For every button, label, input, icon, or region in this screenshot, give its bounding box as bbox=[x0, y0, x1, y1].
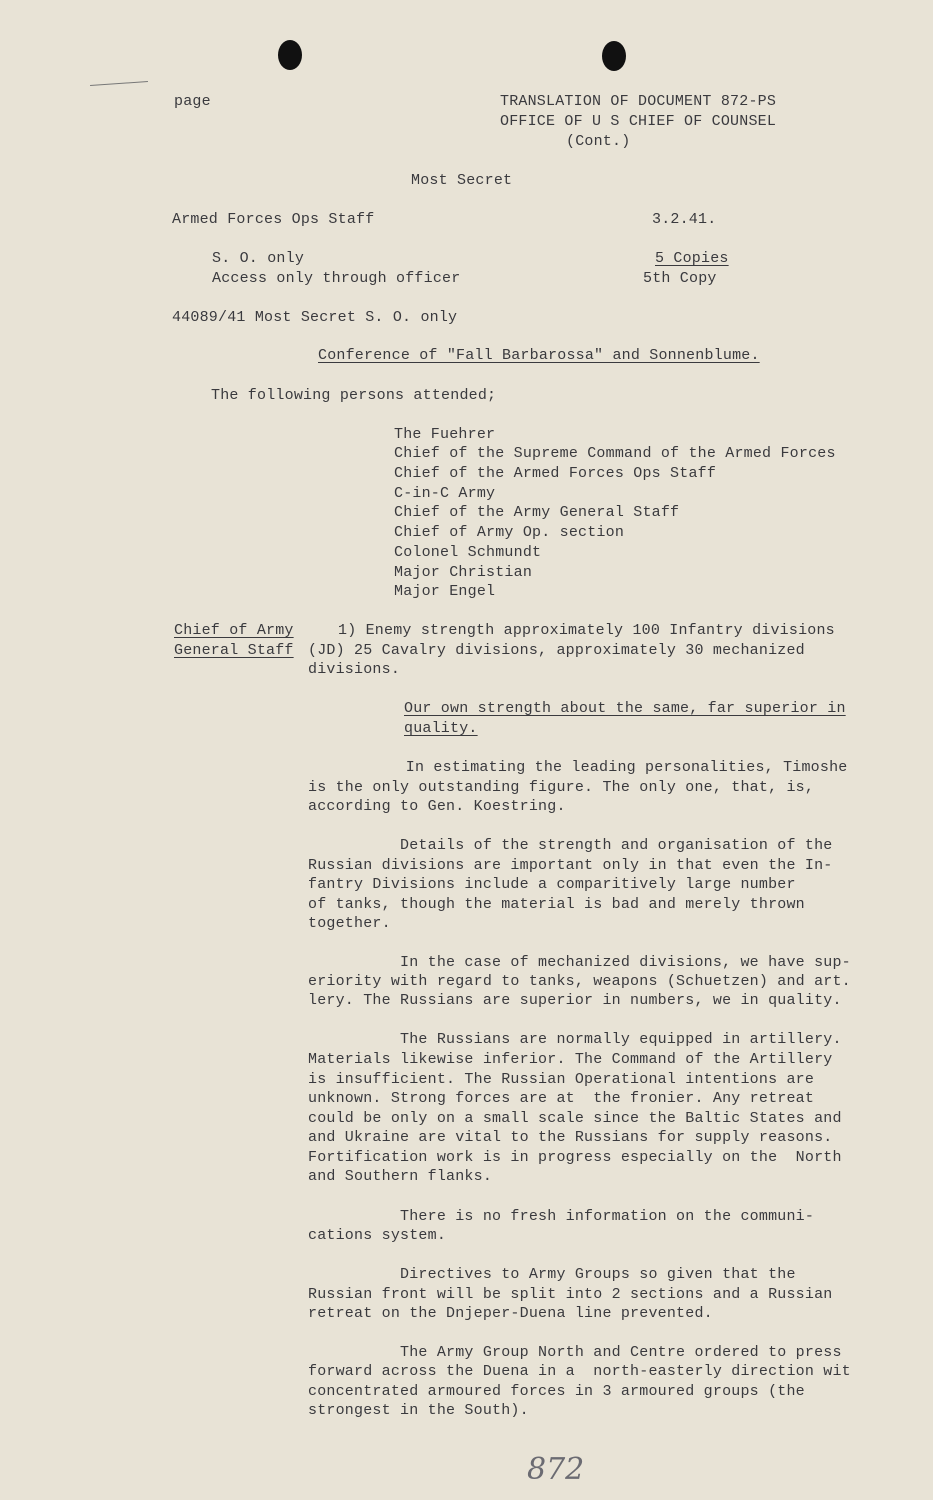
paragraph-line: In the case of mechanized divisions, we have sup- bbox=[308, 954, 851, 971]
attendee: C-in-C Army bbox=[394, 485, 496, 502]
paragraph-line: Russian front will be split into 2 sections and a Russian bbox=[308, 1286, 833, 1303]
reference-number: 44089/41 Most Secret S. O. only bbox=[172, 309, 458, 326]
item-1-line: divisions. bbox=[308, 661, 401, 678]
paragraph-line: retreat on the Dnjeper-Duena line prevented. bbox=[308, 1305, 713, 1322]
attendees-intro: The following persons attended; bbox=[211, 387, 497, 404]
paragraph-line: together. bbox=[308, 915, 391, 932]
paragraph-line: Directives to Army Groups so given that the bbox=[308, 1266, 796, 1283]
pencil-mark bbox=[90, 81, 148, 86]
paragraph-line: fantry Divisions include a comparitively large number bbox=[308, 876, 796, 893]
access-line: Access only through officer bbox=[212, 270, 461, 287]
item-1-line: (JD) 25 Cavalry divisions, approximately 30 mechanized bbox=[308, 642, 805, 659]
item-1-line: 1) Enemy strength approximately 100 Infantry divisions bbox=[338, 622, 835, 639]
speaker-label-line-1: Chief of Army bbox=[174, 622, 294, 639]
copy-number: 5th Copy bbox=[643, 270, 717, 287]
attendee: Chief of Army Op. section bbox=[394, 524, 625, 541]
attendee: Colonel Schmundt bbox=[394, 544, 542, 561]
paragraph-line: and Southern flanks. bbox=[308, 1168, 493, 1185]
so-only: S. O. only bbox=[212, 250, 305, 267]
document-title-line-3: (Cont.) bbox=[566, 133, 631, 150]
paragraph-line: cations system. bbox=[308, 1227, 447, 1244]
paragraph-line: unknown. Strong forces are at the fronier. Any retreat bbox=[308, 1090, 815, 1107]
attendee: Major Engel bbox=[394, 583, 496, 600]
punch-hole-right bbox=[602, 41, 626, 71]
paragraph-line: Russian divisions are important only in that even the In- bbox=[308, 857, 833, 874]
paragraph-line: of tanks, though the material is bad and merely thrown bbox=[308, 896, 805, 913]
speaker-label-line-2: General Staff bbox=[174, 642, 294, 659]
paragraph-line: In estimating the leading personalities, Timoshe bbox=[369, 759, 848, 776]
attendee: Chief of the Supreme Command of the Armed Forces bbox=[394, 445, 836, 462]
paragraph-line: is the only outstanding figure. The only one, that, is, bbox=[308, 779, 815, 796]
document-title-line-2: OFFICE OF U S CHIEF OF COUNSEL bbox=[500, 113, 777, 130]
paragraph-line: concentrated armoured forces in 3 armoured groups (the bbox=[308, 1383, 805, 1400]
paragraph-line: eriority with regard to tanks, weapons (Schuetzen) and art. bbox=[308, 973, 851, 990]
paragraph-line: according to Gen. Koestring. bbox=[308, 798, 566, 815]
paragraph-line: and Ukraine are vital to the Russians for supply reasons. bbox=[308, 1129, 833, 1146]
paragraph-line: strongest in the South). bbox=[308, 1402, 529, 1419]
paragraph-line: Fortification work is in progress especially on the North bbox=[308, 1149, 842, 1166]
handwritten-page-number: 872 bbox=[527, 1452, 585, 1487]
paragraph-line: There is no fresh information on the communi- bbox=[308, 1208, 815, 1225]
paragraph-line: is insufficient. The Russian Operational intentions are bbox=[308, 1071, 815, 1088]
date: 3.2.41. bbox=[652, 211, 717, 228]
own-strength-line: Our own strength about the same, far superior in bbox=[404, 700, 846, 717]
paragraph-line: could be only on a small scale since the Baltic States and bbox=[308, 1110, 842, 1127]
office-line: Armed Forces Ops Staff bbox=[172, 211, 375, 228]
paragraph-line: The Army Group North and Centre ordered to press bbox=[308, 1344, 842, 1361]
page-label: page bbox=[174, 93, 211, 110]
paragraph-line: lery. The Russians are superior in numbers, we in quality. bbox=[308, 992, 842, 1009]
attendee: The Fuehrer bbox=[394, 426, 496, 443]
document-title-line-1: TRANSLATION OF DOCUMENT 872-PS bbox=[500, 93, 777, 110]
classification: Most Secret bbox=[411, 172, 513, 189]
own-strength-line: quality. bbox=[404, 720, 478, 737]
attendee: Chief of the Armed Forces Ops Staff bbox=[394, 465, 717, 482]
paragraph-line: Details of the strength and organisation of the bbox=[308, 837, 833, 854]
paragraph-line: forward across the Duena in a north-easterly direction wit bbox=[308, 1363, 851, 1380]
copies-count: 5 Copies bbox=[655, 250, 729, 267]
attendee: Major Christian bbox=[394, 564, 533, 581]
attendee: Chief of the Army General Staff bbox=[394, 504, 680, 521]
paragraph-line: Materials likewise inferior. The Command of the Artillery bbox=[308, 1051, 833, 1068]
paragraph-line: The Russians are normally equipped in artillery. bbox=[308, 1031, 842, 1048]
punch-hole-left bbox=[278, 40, 302, 70]
subject-heading: Conference of "Fall Barbarossa" and Sonnenblume. bbox=[318, 347, 760, 364]
